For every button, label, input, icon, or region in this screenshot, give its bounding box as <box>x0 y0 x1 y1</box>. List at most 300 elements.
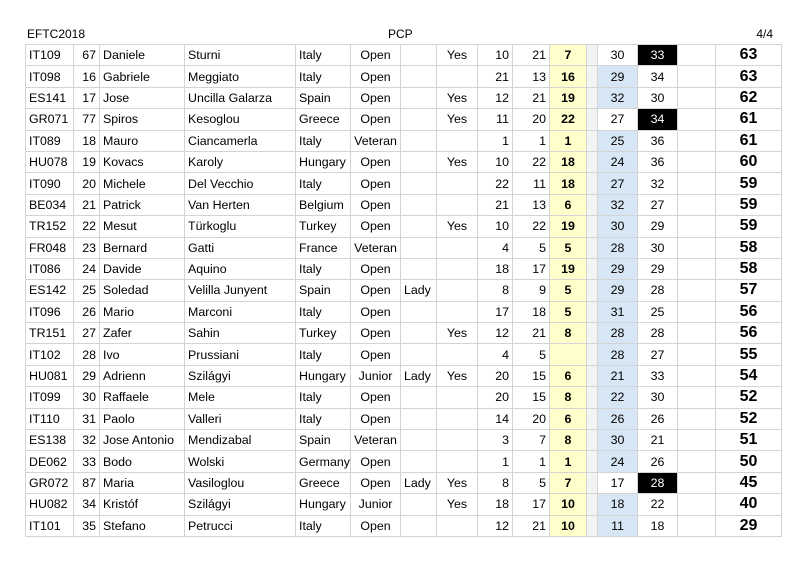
blank-cell <box>678 301 716 322</box>
yes-flag <box>437 344 478 365</box>
start-number: 26 <box>74 301 100 322</box>
start-number: 25 <box>74 280 100 301</box>
last-name: Marconi <box>185 301 296 322</box>
score-5: 36 <box>638 151 678 172</box>
score-4: 11 <box>598 515 638 536</box>
score-4: 31 <box>598 301 638 322</box>
category: Open <box>351 280 401 301</box>
lady-flag <box>401 344 437 365</box>
table-row <box>26 451 782 472</box>
score-2: 7 <box>513 430 550 451</box>
category: Open <box>351 387 401 408</box>
spacer-cell <box>587 408 598 429</box>
category: Open <box>351 216 401 237</box>
athlete-code: HU078 <box>26 151 74 172</box>
table-row <box>26 280 782 301</box>
score-4: 30 <box>598 216 638 237</box>
category: Open <box>351 451 401 472</box>
first-name: Davide <box>100 258 185 279</box>
last-name: Szilágyi <box>185 365 296 386</box>
blank-cell <box>678 237 716 258</box>
total-score: 59 <box>716 194 782 215</box>
table-row <box>26 173 782 194</box>
first-name: Bernard <box>100 237 185 258</box>
score-5: 34 <box>638 66 678 87</box>
athlete-code: HU081 <box>26 365 74 386</box>
athlete-code: DE062 <box>26 451 74 472</box>
country: Turkey <box>296 216 351 237</box>
score-rank: 1 <box>550 451 587 472</box>
score-rank: 8 <box>550 387 587 408</box>
score-2: 1 <box>513 130 550 151</box>
score-rank: 19 <box>550 258 587 279</box>
blank-cell <box>678 387 716 408</box>
score-5: 28 <box>638 472 678 493</box>
first-name: Zafer <box>100 323 185 344</box>
start-number: 77 <box>74 109 100 130</box>
country: Spain <box>296 87 351 108</box>
total-score: 62 <box>716 87 782 108</box>
athlete-code: IT101 <box>26 515 74 536</box>
score-1: 12 <box>478 515 513 536</box>
page-number: 4/4 <box>756 27 773 41</box>
athlete-code: ES142 <box>26 280 74 301</box>
table-row <box>26 194 782 215</box>
spacer-cell <box>587 280 598 301</box>
score-2: 13 <box>513 194 550 215</box>
country: Hungary <box>296 365 351 386</box>
category: Open <box>351 515 401 536</box>
blank-cell <box>678 430 716 451</box>
first-name: Daniele <box>100 45 185 66</box>
last-name: Wolski <box>185 451 296 472</box>
country: Hungary <box>296 494 351 515</box>
spacer-cell <box>587 344 598 365</box>
blank-cell <box>678 109 716 130</box>
table-row <box>26 494 782 515</box>
country: Hungary <box>296 151 351 172</box>
athlete-code: ES141 <box>26 87 74 108</box>
total-score: 59 <box>716 216 782 237</box>
score-rank: 5 <box>550 301 587 322</box>
first-name: Patrick <box>100 194 185 215</box>
last-name: Van Herten <box>185 194 296 215</box>
start-number: 34 <box>74 494 100 515</box>
table-row <box>26 472 782 493</box>
score-rank: 16 <box>550 66 587 87</box>
spacer-cell <box>587 472 598 493</box>
spacer-cell <box>587 365 598 386</box>
score-1: 20 <box>478 387 513 408</box>
table-row <box>26 109 782 130</box>
spacer-cell <box>587 109 598 130</box>
yes-flag: Yes <box>437 87 478 108</box>
country: Italy <box>296 387 351 408</box>
score-5: 30 <box>638 237 678 258</box>
spacer-cell <box>587 515 598 536</box>
score-rank: 7 <box>550 45 587 66</box>
spacer-cell <box>587 494 598 515</box>
score-5: 21 <box>638 430 678 451</box>
blank-cell <box>678 258 716 279</box>
table-row <box>26 87 782 108</box>
yes-flag: Yes <box>437 472 478 493</box>
spacer-cell <box>587 323 598 344</box>
category: Open <box>351 66 401 87</box>
score-5: 30 <box>638 87 678 108</box>
athlete-code: TR152 <box>26 216 74 237</box>
blank-cell <box>678 66 716 87</box>
athlete-code: IT096 <box>26 301 74 322</box>
start-number: 22 <box>74 216 100 237</box>
score-4: 30 <box>598 45 638 66</box>
score-rank: 6 <box>550 365 587 386</box>
score-2: 15 <box>513 365 550 386</box>
country: Spain <box>296 430 351 451</box>
category: Open <box>351 109 401 130</box>
category: Open <box>351 408 401 429</box>
lady-flag <box>401 301 437 322</box>
last-name: Aquino <box>185 258 296 279</box>
last-name: Petrucci <box>185 515 296 536</box>
lady-flag <box>401 151 437 172</box>
yes-flag <box>437 280 478 301</box>
category: Open <box>351 472 401 493</box>
blank-cell <box>678 408 716 429</box>
score-4: 24 <box>598 151 638 172</box>
lady-flag <box>401 194 437 215</box>
lady-flag: Lady <box>401 472 437 493</box>
score-1: 4 <box>478 237 513 258</box>
category: Open <box>351 87 401 108</box>
first-name: Kovacs <box>100 151 185 172</box>
first-name: Adrienn <box>100 365 185 386</box>
score-5: 36 <box>638 130 678 151</box>
athlete-code: IT089 <box>26 130 74 151</box>
table-row <box>26 515 782 536</box>
first-name: Mesut <box>100 216 185 237</box>
last-name: Del Vecchio <box>185 173 296 194</box>
yes-flag: Yes <box>437 494 478 515</box>
total-score: 52 <box>716 408 782 429</box>
lady-flag <box>401 109 437 130</box>
total-score: 54 <box>716 365 782 386</box>
last-name: Mele <box>185 387 296 408</box>
score-2: 18 <box>513 301 550 322</box>
score-1: 18 <box>478 494 513 515</box>
last-name: Gatti <box>185 237 296 258</box>
athlete-code: TR151 <box>26 323 74 344</box>
blank-cell <box>678 151 716 172</box>
table-row <box>26 387 782 408</box>
first-name: Raffaele <box>100 387 185 408</box>
country: Germany <box>296 451 351 472</box>
category: Veteran <box>351 130 401 151</box>
category: Open <box>351 173 401 194</box>
score-1: 10 <box>478 151 513 172</box>
category: Open <box>351 45 401 66</box>
last-name: Uncilla Galarza <box>185 87 296 108</box>
score-1: 22 <box>478 173 513 194</box>
yes-flag <box>437 430 478 451</box>
total-score: 57 <box>716 280 782 301</box>
total-score: 56 <box>716 323 782 344</box>
yes-flag <box>437 408 478 429</box>
score-4: 28 <box>598 344 638 365</box>
yes-flag <box>437 66 478 87</box>
category: Open <box>351 301 401 322</box>
score-4: 24 <box>598 451 638 472</box>
table-row <box>26 408 782 429</box>
score-5: 30 <box>638 387 678 408</box>
athlete-code: FR048 <box>26 237 74 258</box>
lady-flag <box>401 66 437 87</box>
score-2: 20 <box>513 109 550 130</box>
country: Greece <box>296 109 351 130</box>
score-2: 9 <box>513 280 550 301</box>
table-row <box>26 301 782 322</box>
score-rank: 5 <box>550 280 587 301</box>
yes-flag <box>437 173 478 194</box>
score-2: 22 <box>513 216 550 237</box>
score-1: 8 <box>478 280 513 301</box>
score-1: 18 <box>478 258 513 279</box>
country: Turkey <box>296 323 351 344</box>
first-name: Stefano <box>100 515 185 536</box>
category: Junior <box>351 365 401 386</box>
athlete-code: IT099 <box>26 387 74 408</box>
first-name: Bodo <box>100 451 185 472</box>
score-4: 30 <box>598 430 638 451</box>
yes-flag: Yes <box>437 109 478 130</box>
score-2: 21 <box>513 87 550 108</box>
score-4: 17 <box>598 472 638 493</box>
score-1: 8 <box>478 472 513 493</box>
lady-flag <box>401 216 437 237</box>
score-rank: 18 <box>550 173 587 194</box>
athlete-code: HU082 <box>26 494 74 515</box>
score-1: 11 <box>478 109 513 130</box>
first-name: Kristóf <box>100 494 185 515</box>
score-5: 27 <box>638 344 678 365</box>
country: Italy <box>296 408 351 429</box>
total-score: 52 <box>716 387 782 408</box>
blank-cell <box>678 323 716 344</box>
blank-cell <box>678 216 716 237</box>
start-number: 23 <box>74 237 100 258</box>
last-name: Szilágyi <box>185 494 296 515</box>
start-number: 20 <box>74 173 100 194</box>
blank-cell <box>678 87 716 108</box>
score-5: 26 <box>638 451 678 472</box>
blank-cell <box>678 451 716 472</box>
category: Open <box>351 258 401 279</box>
score-rank <box>550 344 587 365</box>
score-2: 21 <box>513 45 550 66</box>
score-2: 1 <box>513 451 550 472</box>
blank-cell <box>678 472 716 493</box>
country: Italy <box>296 66 351 87</box>
total-score: 45 <box>716 472 782 493</box>
score-5: 18 <box>638 515 678 536</box>
yes-flag: Yes <box>437 216 478 237</box>
score-4: 32 <box>598 87 638 108</box>
category: Junior <box>351 494 401 515</box>
last-name: Karoly <box>185 151 296 172</box>
score-2: 21 <box>513 515 550 536</box>
country: Greece <box>296 472 351 493</box>
last-name: Ciancamerla <box>185 130 296 151</box>
score-1: 21 <box>478 194 513 215</box>
blank-cell <box>678 194 716 215</box>
score-5: 29 <box>638 258 678 279</box>
total-score: 60 <box>716 151 782 172</box>
score-1: 20 <box>478 365 513 386</box>
table-row <box>26 237 782 258</box>
score-1: 14 <box>478 408 513 429</box>
score-5: 33 <box>638 45 678 66</box>
athlete-code: IT102 <box>26 344 74 365</box>
score-5: 22 <box>638 494 678 515</box>
score-4: 28 <box>598 323 638 344</box>
score-2: 5 <box>513 237 550 258</box>
first-name: Mauro <box>100 130 185 151</box>
score-1: 4 <box>478 344 513 365</box>
lady-flag <box>401 173 437 194</box>
score-5: 32 <box>638 173 678 194</box>
score-5: 28 <box>638 280 678 301</box>
category: Veteran <box>351 430 401 451</box>
lady-flag <box>401 451 437 472</box>
first-name: Ivo <box>100 344 185 365</box>
score-2: 5 <box>513 344 550 365</box>
first-name: Gabriele <box>100 66 185 87</box>
lady-flag <box>401 237 437 258</box>
lady-flag <box>401 408 437 429</box>
spacer-cell <box>587 216 598 237</box>
table-row <box>26 323 782 344</box>
country: France <box>296 237 351 258</box>
score-4: 32 <box>598 194 638 215</box>
table-row <box>26 151 782 172</box>
athlete-code: GR071 <box>26 109 74 130</box>
score-1: 21 <box>478 66 513 87</box>
score-rank: 8 <box>550 430 587 451</box>
start-number: 17 <box>74 87 100 108</box>
score-rank: 8 <box>550 323 587 344</box>
score-rank: 18 <box>550 151 587 172</box>
total-score: 40 <box>716 494 782 515</box>
total-score: 59 <box>716 173 782 194</box>
last-name: Mendizabal <box>185 430 296 451</box>
lady-flag: Lady <box>401 365 437 386</box>
category: Open <box>351 323 401 344</box>
start-number: 21 <box>74 194 100 215</box>
score-1: 3 <box>478 430 513 451</box>
score-5: 28 <box>638 323 678 344</box>
table-row <box>26 66 782 87</box>
blank-cell <box>678 344 716 365</box>
athlete-code: GR072 <box>26 472 74 493</box>
start-number: 27 <box>74 323 100 344</box>
score-5: 25 <box>638 301 678 322</box>
score-4: 18 <box>598 494 638 515</box>
total-score: 56 <box>716 301 782 322</box>
results-table <box>25 44 782 537</box>
score-4: 25 <box>598 130 638 151</box>
table-row <box>26 216 782 237</box>
category: Open <box>351 151 401 172</box>
blank-cell <box>678 130 716 151</box>
last-name: Kesoglou <box>185 109 296 130</box>
category: Open <box>351 344 401 365</box>
score-4: 29 <box>598 66 638 87</box>
score-rank: 6 <box>550 408 587 429</box>
start-number: 19 <box>74 151 100 172</box>
score-1: 12 <box>478 323 513 344</box>
total-score: 63 <box>716 66 782 87</box>
table-row <box>26 258 782 279</box>
start-number: 24 <box>74 258 100 279</box>
total-score: 55 <box>716 344 782 365</box>
last-name: Meggiato <box>185 66 296 87</box>
table-row <box>26 430 782 451</box>
blank-cell <box>678 515 716 536</box>
first-name: Jose <box>100 87 185 108</box>
spacer-cell <box>587 430 598 451</box>
score-1: 10 <box>478 216 513 237</box>
yes-flag <box>437 387 478 408</box>
score-2: 5 <box>513 472 550 493</box>
sheet-title-left: EFTC2018 <box>27 27 86 41</box>
last-name: Sturni <box>185 45 296 66</box>
score-4: 27 <box>598 173 638 194</box>
blank-cell <box>678 494 716 515</box>
first-name: Paolo <box>100 408 185 429</box>
score-1: 17 <box>478 301 513 322</box>
score-5: 27 <box>638 194 678 215</box>
score-2: 15 <box>513 387 550 408</box>
last-name: Sahin <box>185 323 296 344</box>
table-row <box>26 365 782 386</box>
score-rank: 10 <box>550 515 587 536</box>
yes-flag <box>437 258 478 279</box>
total-score: 29 <box>716 515 782 536</box>
score-1: 1 <box>478 451 513 472</box>
lady-flag: Lady <box>401 280 437 301</box>
first-name: Michele <box>100 173 185 194</box>
yes-flag <box>437 515 478 536</box>
score-rank: 22 <box>550 109 587 130</box>
start-number: 28 <box>74 344 100 365</box>
start-number: 18 <box>74 130 100 151</box>
sheet-title-center: PCP <box>388 27 413 41</box>
country: Italy <box>296 344 351 365</box>
athlete-code: IT109 <box>26 45 74 66</box>
yes-flag <box>437 451 478 472</box>
last-name: Velilla Junyent <box>185 280 296 301</box>
score-2: 13 <box>513 66 550 87</box>
yes-flag <box>437 194 478 215</box>
total-score: 61 <box>716 109 782 130</box>
score-2: 17 <box>513 258 550 279</box>
athlete-code: IT098 <box>26 66 74 87</box>
lady-flag <box>401 87 437 108</box>
spacer-cell <box>587 173 598 194</box>
score-4: 21 <box>598 365 638 386</box>
lady-flag <box>401 130 437 151</box>
yes-flag: Yes <box>437 45 478 66</box>
